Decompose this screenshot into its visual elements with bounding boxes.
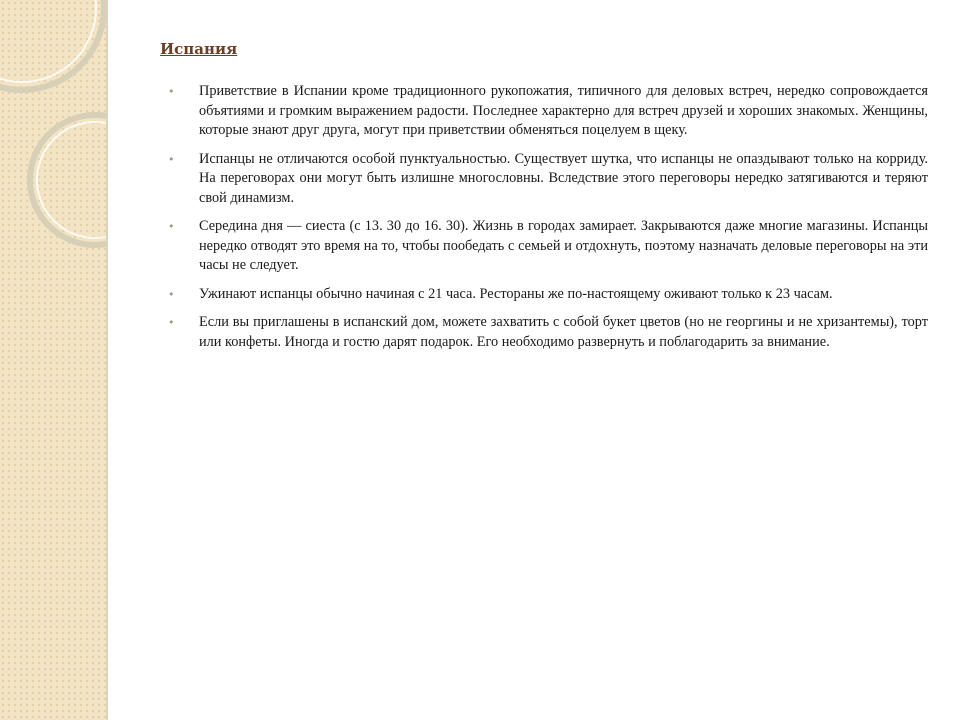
bullet-list — [168, 82, 928, 361]
decorative-rings-icon — [0, 0, 108, 300]
bullet-icon: • — [168, 287, 175, 301]
bullet-icon: • — [168, 220, 175, 233]
side-divider — [106, 0, 108, 720]
bullet-text: Если вы приглашены в испанский дом, можете захватить с собой букет цветов (но не георгины и не хризантемы), торт или конфеты. Иногда и гостю дарят подарок. Его необходимо развернуть и поблагодарить за внимание. — [199, 314, 928, 350]
bullet-text: Приветствие в Испании кроме традиционного рукопожатия, типичного для деловых встреч, нередко сопровождается объятиями и громким выражением радости. Последнее характерно для встреч друзей и хороших знакомых. Женщины, которые знают друг друга, могут при приветствии обменяться поцелуем в щеку. — [199, 83, 928, 138]
bullet-text: Ужинают испанцы обычно начиная с 21 часа. Рестораны же по-настоящему оживают только к 23 часам. — [199, 285, 833, 302]
bullet-text: Испанцы не отличаются особой пунктуальностью. Существует шутка, что испанцы не опаздывают только на корриду. На переговорах они могут быть излишне многословны. Вследствие этого переговоры нередко затягиваются и теряют свой динамизм. — [199, 150, 928, 206]
bullet-icon: • — [168, 152, 175, 166]
bullet-item — [168, 285, 928, 305]
bullet-icon: • — [168, 316, 175, 329]
bullet-item — [168, 150, 928, 209]
bullet-text: Середина дня — сиеста (с 13. 30 до 16. 30). Жизнь в городах замирает. Закрываются даже многие магазины. Испанцы нередко отводят это время на то, чтобы пообедать с семьей и отдохнуть, поэтому назначать деловые переговоры на эти часы не следует. — [199, 218, 928, 273]
bullet-item — [168, 313, 928, 352]
bullet-item — [168, 217, 928, 276]
bullet-icon: • — [168, 85, 175, 98]
bullet-item — [168, 82, 928, 141]
slide-title: Испания — [160, 40, 238, 58]
